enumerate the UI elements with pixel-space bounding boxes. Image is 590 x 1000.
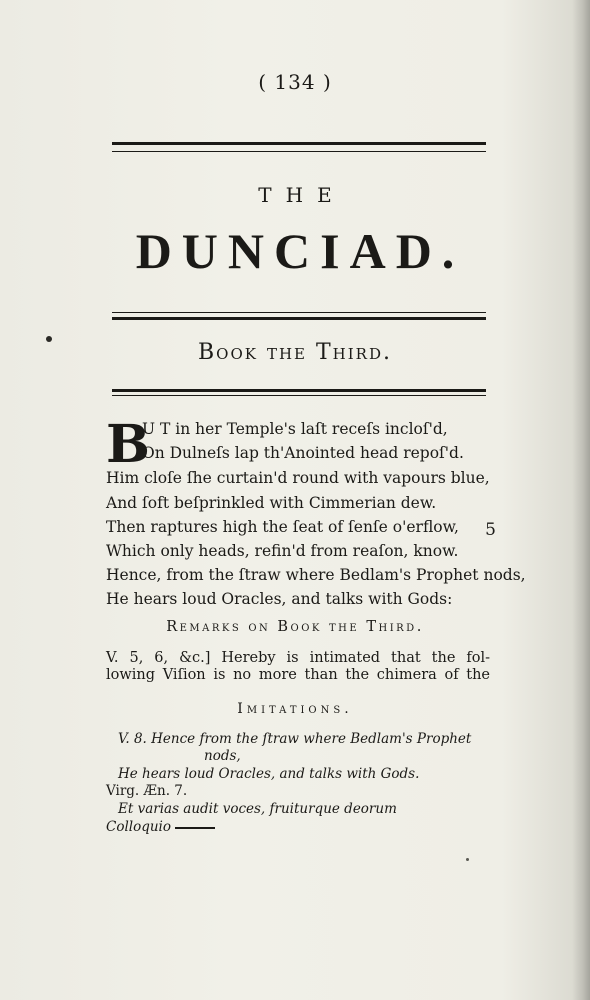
book-heading: Book the Third.	[198, 340, 392, 365]
top-rule-thick	[112, 142, 486, 145]
drop-cap: B	[106, 414, 150, 475]
page-edge-shadow	[572, 0, 590, 1000]
imitation-line: Virg. Æn. 7.	[106, 783, 188, 799]
verse-line: Then raptures high the ſeat of ſenſe o'erflow,	[106, 518, 459, 536]
verse-line: On Dulneſs lap th'Anointed head repoſ'd.	[142, 444, 464, 462]
imitation-line: He hears loud Oracles, and talks with Gods.	[118, 766, 420, 782]
imitation-line-end	[106, 819, 215, 835]
verse-line: He hears loud Oracles, and talks with Gods:	[106, 590, 453, 608]
imitation-text: Colloquio	[106, 819, 172, 835]
lower-rule-thin	[112, 395, 486, 396]
remark-line: V. 5, 6, &c.] Hereby is intimated that the fol-	[106, 650, 490, 666]
verse-line: U T in her Temple's laſt receſs incloſ'd,	[142, 420, 448, 438]
imitation-line: V. 8. Hence from the ſtraw where Bedlam's Prophet	[118, 731, 472, 747]
imitations-heading: Imitations.	[237, 701, 353, 717]
closing-dash	[175, 827, 215, 829]
line-number: 5	[485, 520, 496, 540]
title-dunciad: DUNCIAD.	[135, 223, 465, 279]
remarks-heading: Remarks on Book the Third.	[166, 619, 424, 635]
title-the: THE	[258, 183, 346, 207]
verse-line: Which only heads, refin'd from reaſon, know.	[106, 542, 459, 560]
top-rule-thin	[112, 151, 486, 152]
page-number: ( 134 )	[258, 70, 332, 94]
lower-rule-thick	[112, 389, 486, 392]
imitation-line: Et varias audit voces, fruiturque deorum	[118, 801, 397, 817]
verse-line: Hence, from the ſtraw where Bedlam's Prophet nods,	[106, 566, 526, 584]
middle-rule-thick	[112, 317, 486, 320]
imitation-line: nods,	[204, 748, 241, 764]
ink-speck	[466, 858, 469, 861]
remark-line: lowing Viſion is no more than the chimera of the	[106, 667, 490, 683]
verse-line: And ſoft beſprinkled with Cimmerian dew.	[106, 494, 437, 512]
verse-line: Him cloſe ſhe curtain'd round with vapours blue,	[106, 469, 490, 487]
middle-rule-thin	[112, 312, 486, 313]
